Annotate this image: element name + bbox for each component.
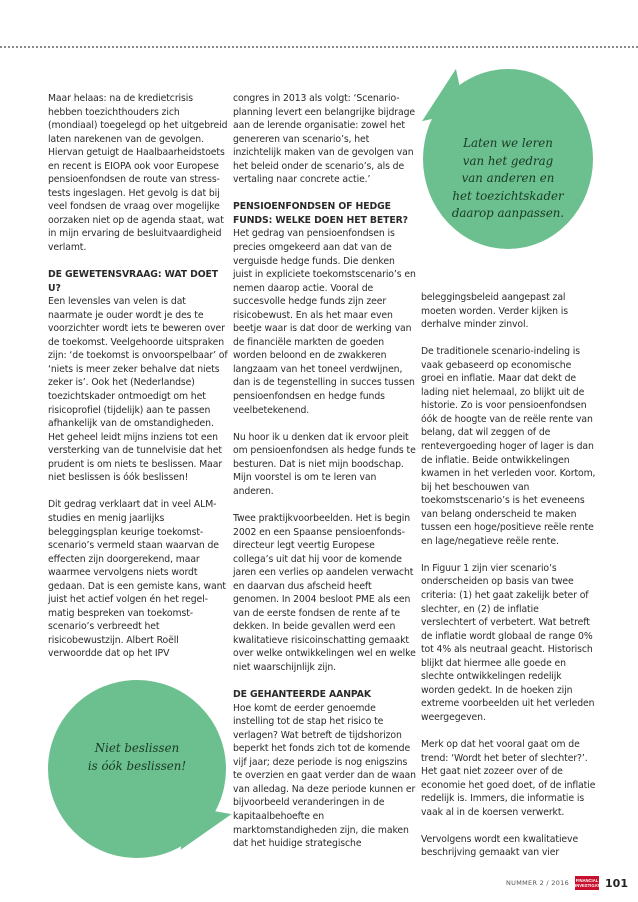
paragraph: Vervolgens wordt een kwalitatieve beschrijving gemaakt van vier xyxy=(421,833,579,859)
paragraph: Een levensles van velen is dat naarmate je ouder wordt je des te voorzichter wordt iets te beweren over de toekomst. Veelgehoorde uitspraken zijn: ‘de toekomst is onvoorspelbaar’ of ‘niets is meer zeker behalve dat niets zeker is’. Ook het (Nederlandse) toezichtskader ontmoedigt om het risicoprofiel (tijdelijk) aan te passen afhankelijk van de omstandigheden. Het geheel leidt mijns inziens tot een versterking van de tunnelvisie dat het prudent is om niets te beslissen. Maar niet beslissen is óók beslissen! xyxy=(48,296,228,484)
paragraph: beleggingsbeleid aangepast zal moeten worden. Verder kijken is derhalve minder zinvol. xyxy=(421,292,568,331)
speech-tail xyxy=(413,69,465,121)
paragraph: Merk op dat het vooral gaat om de trend: ‘Wordt het beter of slechter?’. Het gaat niet zozeer over of de economie het goed doet, of de inflatie redelijk is. Immers, die informatie is vaak al in de koersen verwerkt. xyxy=(421,739,596,818)
speech-tail xyxy=(181,807,232,858)
pull-quote-text xyxy=(48,740,226,775)
quote-line: is óók beslissen! xyxy=(87,758,187,773)
pull-quote-bubble-top xyxy=(423,69,593,249)
quote-line: daarop aanpassen. xyxy=(451,206,565,220)
paragraph: congres in 2013 als volgt: ‘Scenario-planning levert een belangrijke bijdrage aan de lerende organisatie: zowel het genereren van scenario’s, het inzichtelijk maken van de gevolgen van het beleid onder de scenario’s, als de vertaling naar concrete actie.’ xyxy=(233,93,416,186)
page-footer xyxy=(506,876,628,890)
section-heading: DE GEHANTEERDE AANPAK xyxy=(233,689,371,701)
publication-logo: FINANCIAL INVESTIGATOR xyxy=(575,878,607,888)
article-column-1 xyxy=(48,92,230,675)
page-number: 101 xyxy=(605,876,628,890)
pull-quote-bubble-bottom xyxy=(48,680,226,858)
paragraph: Maar helaas: na de kredietcrisis hebben toezichthouders zich (mondiaal) toegelegd op het uitgebreid laten narekenen van de gevolgen. Hiervan getuigt de Haalbaarheidstoets en recent is EIOPA ook voor Europese pensioenfondsen de route van stress-tests ingeslagen. Het gevolg is dat bij veel fondsen de vraag over mogelijke oorzaken niet op de agenda staat, wat in mijn ervaring de besluitvaardigheid verlamt. xyxy=(48,93,228,254)
paragraph: Nu hoor ik u denken dat ik ervoor pleit om pensioenfondsen als hedge funds te besturen. Dat is niet mijn boodschap. Mijn voorstel is om te leren van anderen. xyxy=(233,431,416,497)
paragraph: Het gedrag van pensioenfondsen is precies omgekeerd aan dat van de verguisde hedge funds. Die denken juist in expliciete toekomstscenario’s en nemen daarop actie. Vooral de succesvolle hedge funds zijn zeer risicobewust. En als het maar even beetje waar is dat door de werking van de financiële markten de goeden worden beloond en de zwakkeren langzaam van het toneel verdwijnen, dan is de tegenstelling in succes tussen pensioenfondsen en hedge funds veelbetekenend. xyxy=(233,228,416,416)
paragraph: De traditionele scenario-indeling is vaak gebaseerd op economische groei en inflatie. Maar dat dekt de lading niet helemaal, zo blijkt uit de historie. Zo is voor pensioenfondsen óók de hoogte van de reële rente van belang, dat wil zeggen of de rentevergoeding hoger of lager is dan de inflatie. Beide ontwikkelingen kwamen in het verleden voor. Kortom, bij het beschouwen van toekomstscenario’s is het eveneens van belang onderscheid te maken tussen een hoge/positieve reële rente en lage/negatieve reële rente. xyxy=(421,346,596,547)
paragraph: Twee praktijkvoorbeelden. Het is begin 2002 en een Spaanse pensioenfonds-directeur legt veertig Europese collega’s uit dat hij voor de komende jaren een verlies op aandelen verwacht en daarvan dus afscheid heeft genomen. In 2004 besloot PME als een van de eerste fondsen de rente af te dekken. In beide gevallen werd een kwalitatieve risicoinschatting gemaakt over welke ontwikkelingen wel en welke niet waarschijnlijk zijn. xyxy=(233,512,416,673)
article-column-2 xyxy=(233,92,416,864)
paragraph: In Figuur 1 zijn vier scenario’s onderscheiden op basis van twee criteria: (1) het gaat zakelijk beter of slechter, en (2) de inflatie verslechtert of verbetert. Wat betreft de inflatie wordt globaal de range 0% tot 4% als neutraal geacht. Historisch blijkt dat hiermee alle goede en slechte ontwikkelingen redelijk worden gedekt. In de hoeken zijn extreme voorbeelden uit het verleden weergegeven. xyxy=(421,562,595,723)
quote-line: Laten we leren xyxy=(463,136,553,150)
section-heading: PENSIOENFONDSEN OF HEDGE FUNDS: WELKE DOEN HET BETER? xyxy=(233,201,408,226)
pull-quote-text xyxy=(423,135,593,223)
section-heading: DE GEWETENSVRAAG: WAT DOET U? xyxy=(48,269,218,294)
dotted-separator xyxy=(0,46,638,48)
paragraph: Hoe komt de eerder genoemde instelling tot de stap het risico te verlagen? Wat betreft de tijdshorizon beperkt het fonds zich tot de komende vijf jaar; deze periode is nog enigszins te overzien en gaat verder dan de waan van alledag. Na deze periode kunnen er bijvoorbeeld veranderingen in de kapitaalbehoefte en marktomstandigheden zijn, die maken dat het huidige strategische xyxy=(233,702,416,850)
quote-line: het toezichtskader xyxy=(452,188,564,203)
quote-line: Niet beslissen xyxy=(94,741,180,755)
quote-line: van het gedrag xyxy=(462,153,554,168)
quote-line: van anderen en xyxy=(461,171,555,185)
paragraph: Dit gedrag verklaart dat in veel ALM-studies en menig jaarlijks beleggingsplan keurige toekomst-scenario’s vermeld staan waarvan de effecten zijn doorgerekend, maar waarmee vervolgens niets wordt gedaan. Dat is een gemiste kans, want juist het actief volgen én het regel-matig bespreken van toekomst-scenario’s verbreedt het risicobewustzijn. Albert Roëll verwoordde dat op het IPV xyxy=(48,499,226,660)
issue-label: NUMMER 2 / 2016 xyxy=(506,879,570,887)
article-column-3 xyxy=(421,291,596,874)
